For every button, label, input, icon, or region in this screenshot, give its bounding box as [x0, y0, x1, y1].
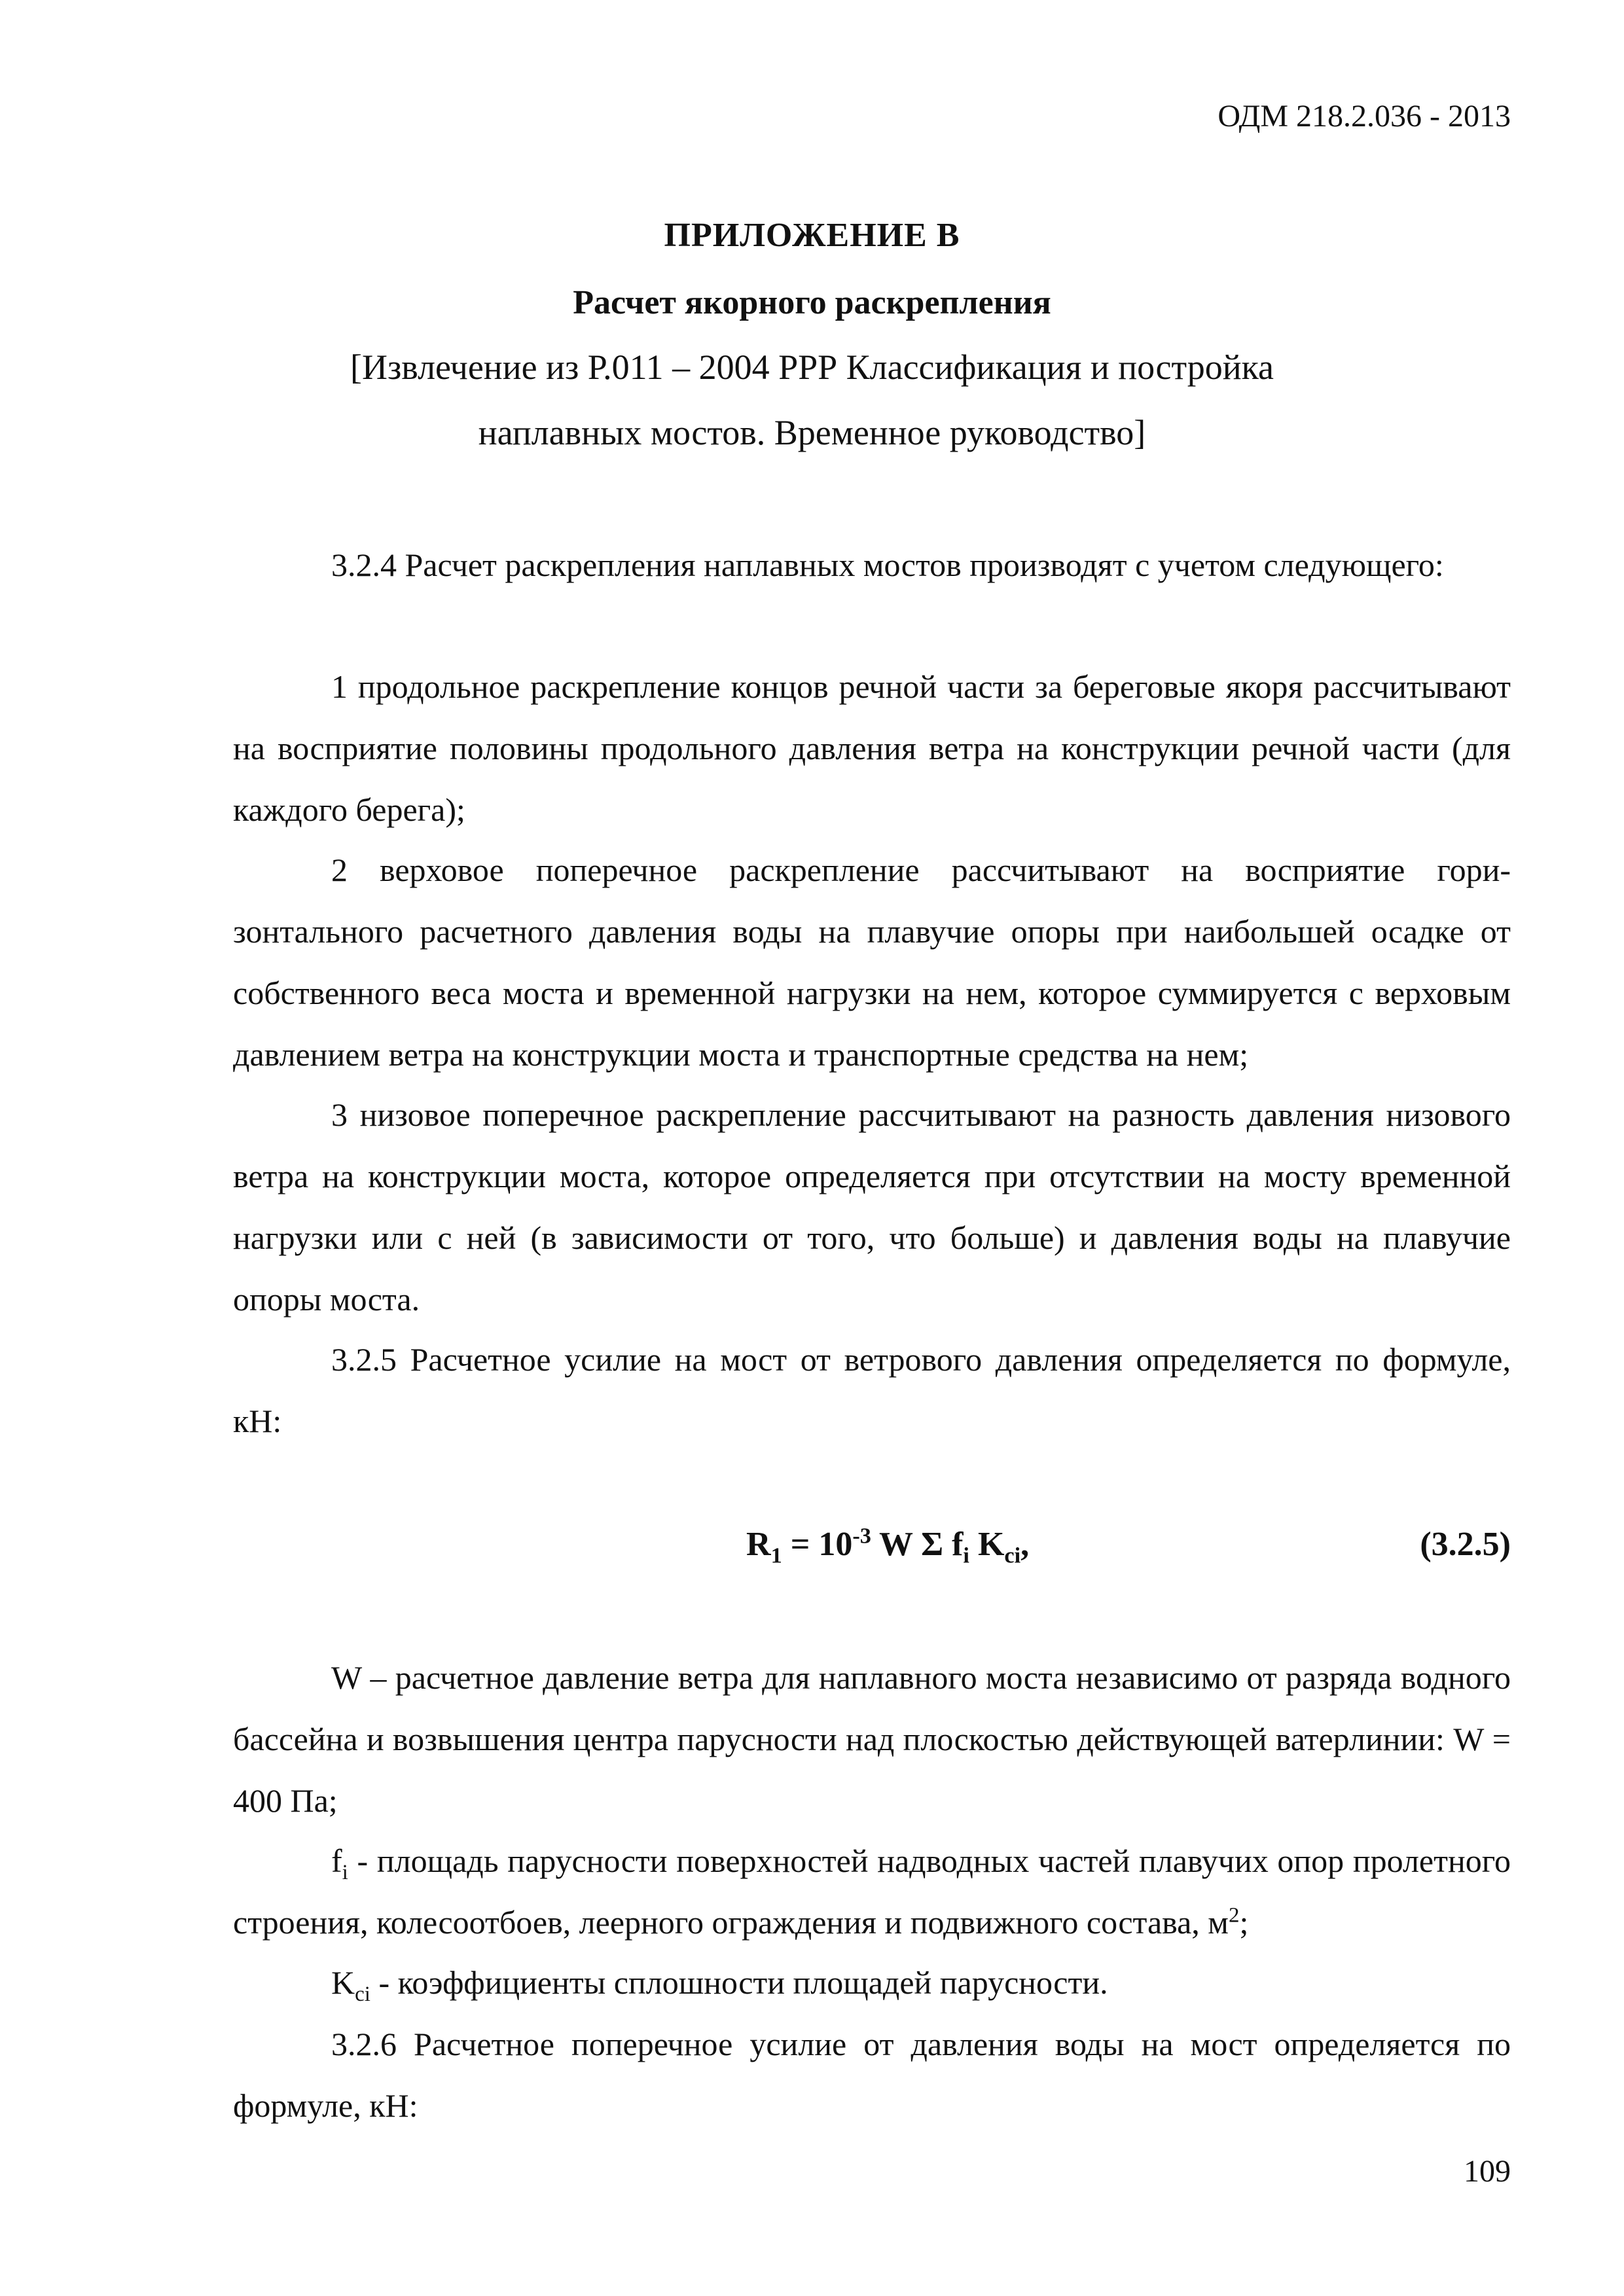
- formula-comma: ,: [1020, 1526, 1030, 1563]
- source-reference-line-1: [Извлечение из Р.011 – 2004 РРР Классификация и постройка: [350, 348, 1274, 387]
- appendix-title: ПРИЛОЖЕНИЕ В: [664, 217, 960, 254]
- paragraph-3-2-6: 3.2.6 Расчетное поперечное усилие от давления воды на мост определяется по формуле, кН:: [233, 2026, 1511, 2124]
- definition-f-symbol: f: [331, 1842, 342, 1879]
- definition-f-text: - площадь парусности поверхностей надводных частей плавучих опор пролетного строения, колесоотбоев, леерного ограждения и подвижного состава, м: [233, 1842, 1511, 1941]
- formula-k: K: [969, 1526, 1005, 1563]
- definition-f: [233, 1830, 1511, 1953]
- formula-number: (3.2.5): [1420, 1526, 1511, 1563]
- source-reference-line-2: наплавных мостов. Временное руководство]: [478, 413, 1146, 452]
- formula-f-subscript: i: [963, 1543, 969, 1568]
- definition-k-text: - коэффициенты сплошности площадей парусности.: [370, 1964, 1108, 2001]
- document-code: ОДМ 218.2.036 - 2013: [1218, 99, 1511, 134]
- definition-k-subscript: ci: [355, 1982, 370, 2006]
- page-number: 109: [1464, 2154, 1511, 2189]
- definition-k: [233, 1952, 1511, 2013]
- definition-k-symbol: K: [331, 1964, 355, 2001]
- definition-f-superscript: 2: [1228, 1903, 1240, 1928]
- formula-equals-ten: = 10: [782, 1526, 853, 1563]
- formula-3-2-5: [746, 1523, 1030, 1568]
- paragraph-3-2-4: 3.2.4 Расчет раскрепления наплавных мостов производят с учетом следующего:: [331, 547, 1444, 583]
- appendix-subtitle: Расчет якорного раскрепления: [573, 284, 1051, 321]
- formula-w-sigma-f: W Σ f: [871, 1526, 964, 1563]
- paragraph-3-2-5: 3.2.5 Расчетное усилие на мост от ветрового давления определяется по формуле, кН:: [233, 1341, 1511, 1439]
- definition-w: W – расчетное давление ветра для наплавного моста независимо от разряда водного бассейна и возвышения центра парусности над плоскостью действующей ватерлинии: W = 400 Па;: [233, 1659, 1511, 1819]
- formula-r: R: [746, 1526, 771, 1563]
- formula-k-subscript: ci: [1004, 1543, 1021, 1568]
- list-item-2: 2 верховое поперечное раскрепление рассчитывают на восприятие гори-зонтального расчетного давления воды на плавучие опоры при наибольшей осадке от собственного веса моста и временной нагрузки на нем, которое суммируется с верховым давлением ветра на конструкции моста и транспортные средства на нем;: [233, 852, 1511, 1073]
- formula-r-subscript: 1: [770, 1543, 782, 1568]
- list-item-3: 3 низовое поперечное раскрепление рассчитывают на разность давления низового ветра на конструкции моста, которое определяется при отсутствии на мосту временной нагрузки или с ней (в зависимости от того, что больше) и давления воды на плавучие опоры моста.: [233, 1096, 1511, 1318]
- list-item-1: 1 продольное раскрепление концов речной части за береговые якоря рассчитывают на восприятие половины продольного давления ветра на конструкции речной части (для каждого берега);: [233, 668, 1511, 828]
- definition-f-subscript: i: [342, 1861, 348, 1884]
- formula-exponent: -3: [852, 1523, 871, 1549]
- definition-f-end: ;: [1239, 1904, 1249, 1941]
